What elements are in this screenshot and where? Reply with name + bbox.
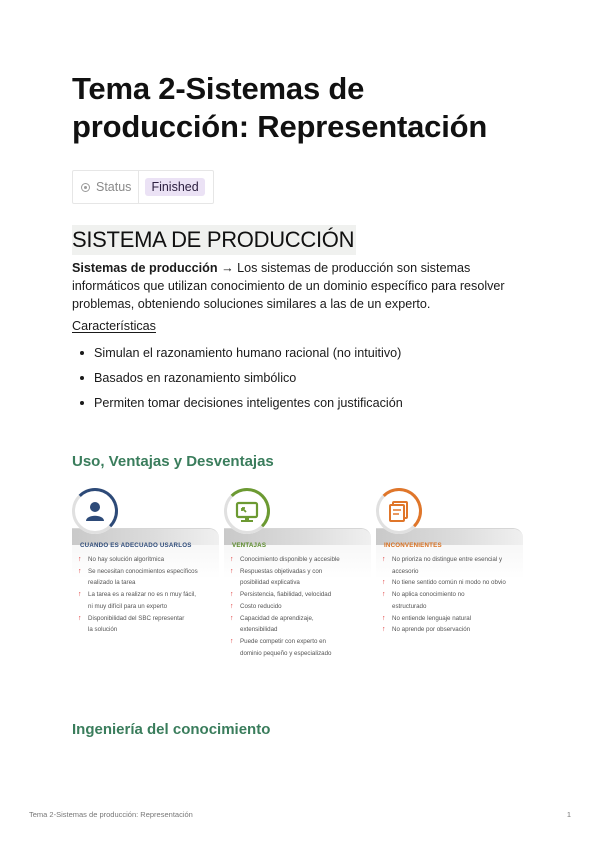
list-item: ↑ No entiende lenguaje natural [382,613,524,625]
card-items [230,554,372,659]
list-item: ↑ No hay solución algorítmica [78,554,220,566]
list-item: ↑ Costo reducido [230,601,372,613]
list-item: dominio pequeño y especializado [240,649,332,657]
list-item: ↑ No aprende por observación [382,624,524,636]
list-item: ↑ Se necesitan conocimientos específicos [78,566,220,578]
definition-arrow: → [217,261,238,275]
list-item: ↑ Respuestas objetivadas y con [230,566,372,578]
user-icon [72,488,118,534]
list-item: ni muy difícil para un experto [88,602,168,610]
list-item: estructurado [392,602,427,610]
list-item: ↑ Conocimiento disponible y accesible [230,554,372,566]
page-number: 1 [566,810,571,819]
definition-paragraph [72,259,532,313]
list-item: ↑ No tiene sentido común ni modo no obvio [382,577,524,589]
list-item: ↑ Capacidad de aprendizaje, [230,613,372,625]
list-item: ↑ Puede competir con experto en [230,636,372,648]
document-icon [376,488,422,534]
list-item: Basados en razonamiento simbólico [72,369,403,394]
card-items [78,554,220,636]
list-item: ↑ La tarea es a realizar no es n muy fácil, [78,589,220,601]
definition-text: Los sistemas de producción son sistemas informáticos que utilizan conocimiento de un dominio específico para resolver problemas, obteniendo soluciones similares a las de un experto. [72,261,505,311]
list-item: Permiten tomar decisiones inteligentes con justificación [72,394,403,419]
definition-term: Sistemas de producción [72,261,218,275]
list-item: posibilidad explicativa [240,579,300,587]
list-item: ↑ No prioriza no distingue entre esencial y [382,554,524,566]
card-title: VENTAJAS [232,542,267,549]
monitor-icon [224,488,270,534]
card-inconvenientes [376,528,523,672]
card-items [382,554,524,636]
status-property-value[interactable] [139,171,212,203]
status-label: Status [96,180,132,194]
uso-ventajas-figure [72,488,528,674]
card-ventajas [224,528,371,672]
caracteristicas-label: Características [72,319,156,333]
card-title: CUANDO ES ADECUADO USARLOS [80,542,192,549]
page-title: Tema 2-Sistemas de producción: Representación [72,71,488,144]
status-badge[interactable]: Finished [145,178,204,196]
list-item: la solución [88,626,118,634]
status-property [72,170,214,204]
list-item: extensibilidad [240,626,278,634]
heading-sistema-de-produccion: SISTEMA DE PRODUCCIÓN [72,225,356,255]
list-item: ↑ No aplica conocimiento no [382,589,524,601]
list-item: accesorio [392,567,419,575]
heading-uso-ventajas-desventajas: Uso, Ventajas y Desventajas [72,453,274,470]
status-icon [81,183,90,192]
list-item: realizado la tarea [88,579,136,587]
heading-ingenieria-del-conocimiento: Ingeniería del conocimiento [72,721,271,738]
list-item: ↑ Disponibilidad del SBC representar [78,613,220,625]
card-title: INCONVENIENTES [384,542,442,549]
status-property-key [73,171,139,203]
caracteristicas-list [72,344,403,419]
card-cuando-usar [72,528,219,672]
footer-title: Tema 2-Sistemas de producción: Representación [29,810,193,819]
list-item: Simulan el razonamiento humano racional (no intuitivo) [72,344,403,369]
list-item: ↑ Persistencia, fiabilidad, velocidad [230,589,372,601]
page-footer [29,810,571,819]
